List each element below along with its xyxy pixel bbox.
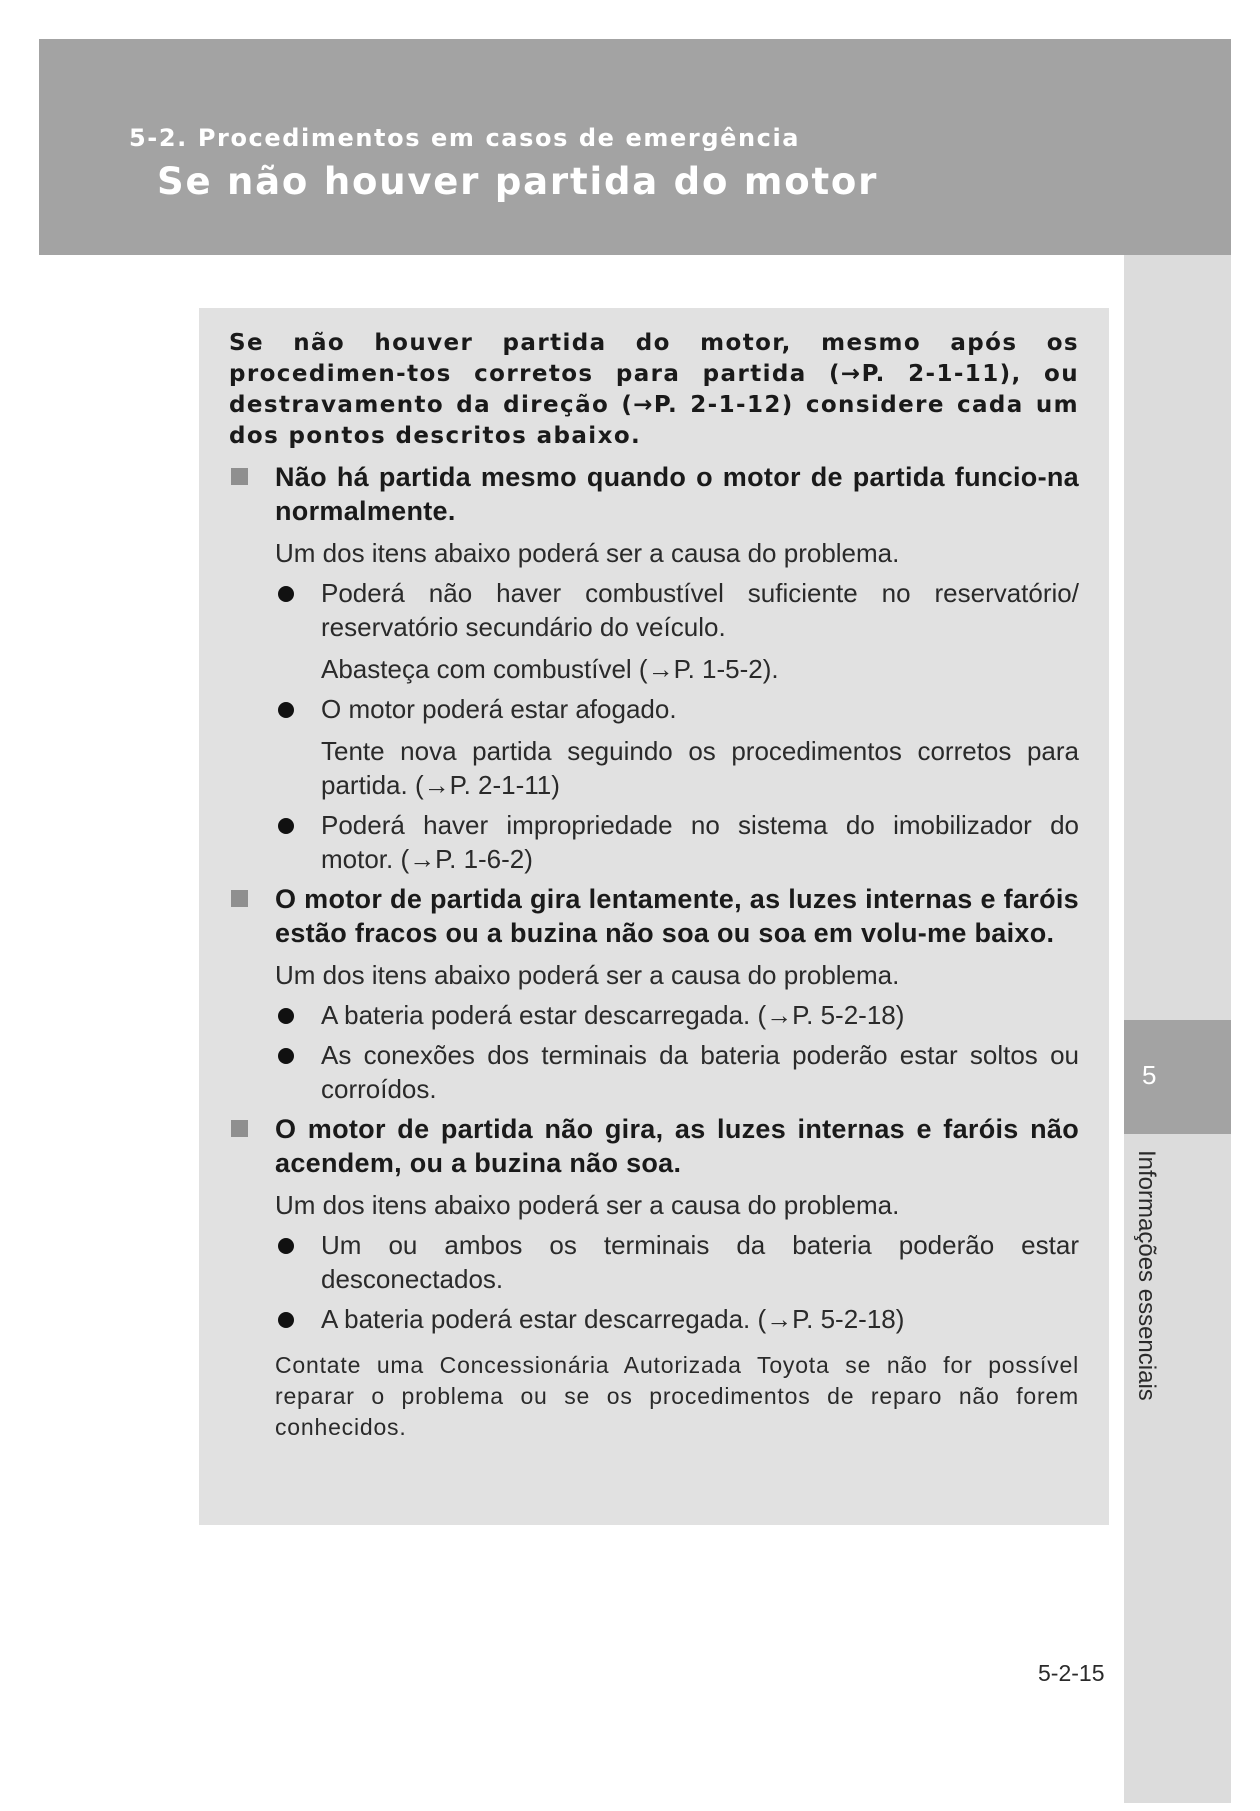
list-item-text: A bateria poderá estar descarregada. (→P. 5-2-18) [321, 1000, 905, 1030]
list-item [275, 1302, 1079, 1336]
bullet-dot-icon [278, 702, 294, 718]
bullet-dot-icon [278, 818, 294, 834]
square-bullet-icon [231, 468, 248, 485]
section-heading: Não há partida mesmo quando o motor de partida funcio-na normalmente. [275, 462, 1079, 526]
bullet-dot-icon [278, 586, 294, 602]
list-item-text: Um ou ambos os terminais da bateria poderão estar desconectados. [321, 1230, 1079, 1294]
list-item-text: O motor poderá estar afogado. [321, 694, 677, 724]
section-heading: O motor de partida gira lentamente, as luzes internas e faróis estão fracos ou a buzina não soa ou soa em volu-me baixo. [275, 884, 1079, 948]
list-item-text: A bateria poderá estar descarregada. (→P. 5-2-18) [321, 1304, 905, 1334]
bullet-dot-icon [278, 1008, 294, 1024]
list-item-note: Abasteça com combustível (→P. 1-5-2). [321, 654, 779, 684]
closing-note: Contate uma Concessionária Autorizada Toyota se não for possível reparar o problema ou se os procedimentos de reparo não forem conhecidos. [275, 1352, 1079, 1440]
list-item [275, 692, 1079, 802]
section-heading: O motor de partida não gira, as luzes internas e faróis não acendem, ou a buzina não soa. [275, 1114, 1079, 1178]
list-item-note: Tente nova partida seguindo os procedimentos corretos para partida. (→P. 2-1-11) [321, 736, 1079, 800]
list-item [275, 808, 1079, 876]
section-cause: Um dos itens abaixo poderá ser a causa do problema. [275, 1190, 900, 1220]
chapter-tab [1124, 1020, 1231, 1134]
intro-paragraph: Se não houver partida do motor, mesmo após os procedimen-tos corretos para partida (→P. 2-1-11), ou destravamento da direção (→P. 2-1-12) considere cada um dos pontos descritos abaixo. [229, 330, 1079, 449]
bullet-dot-icon [278, 1312, 294, 1328]
list-item-text: Poderá haver impropriedade no sistema do imobilizador do motor. (→P. 1-6-2) [321, 810, 1079, 874]
list-item [275, 1228, 1079, 1296]
bullet-dot-icon [278, 1238, 294, 1254]
square-bullet-icon [231, 1120, 248, 1137]
section-cause: Um dos itens abaixo poderá ser a causa do problema. [275, 960, 900, 990]
page-number: 5-2-15 [1038, 1660, 1105, 1686]
square-bullet-icon [231, 890, 248, 907]
section-starter-not-turning [229, 1112, 1079, 1336]
section-no-start [229, 460, 1079, 876]
chapter-number: 5 [1142, 1060, 1157, 1090]
list-item-text: As conexões dos terminais da bateria poderão estar soltos ou corroídos. [321, 1040, 1079, 1104]
list-item [275, 576, 1079, 686]
list-item [275, 1038, 1079, 1106]
page-title: Se não houver partida do motor [157, 160, 879, 203]
chapter-name: Informações essenciais [1133, 1150, 1160, 1401]
list-item-text: Poderá não haver combustível suficiente no reservatório/ reservatório secundário do veículo. [321, 578, 1079, 642]
list-item [275, 998, 1079, 1032]
bullet-dot-icon [278, 1048, 294, 1064]
content-body [229, 328, 1079, 1443]
section-slow-starter [229, 882, 1079, 1106]
section-label: 5-2. Procedimentos em casos de emergência [129, 124, 801, 152]
section-cause: Um dos itens abaixo poderá ser a causa do problema. [275, 538, 900, 568]
